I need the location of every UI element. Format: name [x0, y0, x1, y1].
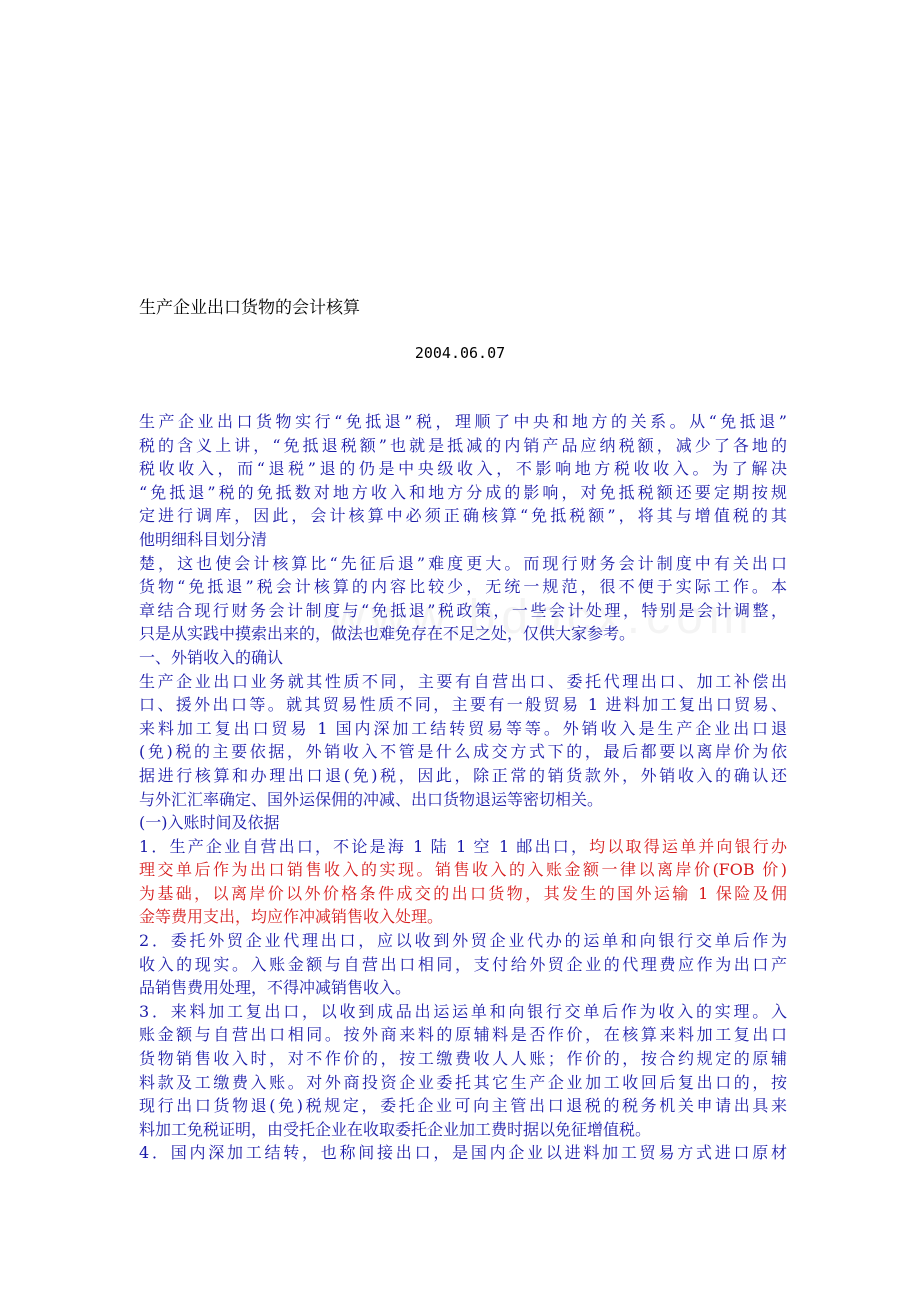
- body-line: [139, 434, 787, 458]
- body-line: [139, 811, 787, 835]
- body-text-segment: 料款及工缴费入账。对外商投资企业委托其它生产企业加工收回后复出口的，按: [139, 1072, 787, 1092]
- body-line: [139, 622, 787, 646]
- body-line: [139, 740, 787, 764]
- body-line: [139, 976, 787, 1000]
- body-line: [139, 599, 787, 623]
- highlighted-text-segment: 均以取得运单并向银行办: [589, 836, 787, 856]
- body-line: [139, 953, 787, 977]
- body-line: [139, 788, 787, 812]
- body-text-segment: (一)入账时间及依据: [139, 813, 280, 833]
- body-line: [139, 858, 787, 882]
- body-text-segment: (免)税的主要依据，外销收入不管是什么成交方式下的，最后都要以离岸价为依: [139, 742, 787, 762]
- body-text-segment: 货物销售收入时，对不作价的，按工缴费收人人账；作价的，按合约规定的原辅: [139, 1049, 787, 1069]
- body-line: [139, 1047, 787, 1071]
- body-text-segment: 税收收入，而“退税”退的仍是中央级收入，不影响地方税收收入。为了解决: [139, 459, 787, 479]
- body-line: [139, 504, 787, 528]
- body-line: [139, 1094, 787, 1118]
- body-line: [139, 1023, 787, 1047]
- body-text-segment: 收入的现实。入账金额与自营出口相同，支付给外贸企业的代理费应作为出口产: [139, 954, 787, 974]
- body-line: [139, 646, 787, 670]
- body-text-segment: 3．来料加工复出口，以收到成品出运运单和向银行交单后作为收入的实理。入: [139, 1001, 787, 1021]
- body-text-segment: 定进行调库，因此，会计核算中必须正确核算“免抵税额”，将其与增值税的其: [139, 506, 787, 526]
- body-text-segment: “免抵退”税的免抵数对地方收入和地方分成的影响，对免抵税额还要定期按规: [139, 482, 787, 502]
- body-line: [139, 670, 787, 694]
- body-line: [139, 905, 787, 929]
- body-line: [139, 528, 787, 552]
- body-text-segment: 生产企业出口货物实行“免抵退”税，理顺了中央和地方的关系。从“免抵退”: [139, 412, 787, 431]
- document-body: [139, 410, 787, 1165]
- body-text-segment: 料加工免税证明，由受托企业在收取委托企业加工费时据以免征增值税。: [139, 1119, 652, 1139]
- body-line: [139, 410, 787, 434]
- body-line: [139, 552, 787, 576]
- highlighted-text-segment: 金等费用支出，均应作冲减销售收入处理。: [139, 907, 444, 927]
- body-text-segment: 楚，这也使会计核算比“先征后退”难度更大。而现行财务会计制度中有关出口: [139, 553, 787, 573]
- body-line: [139, 1071, 787, 1095]
- body-text-segment: 来料加工复出口贸易 1 国内深加工结转贸易等等。外销收入是生产企业出口退: [139, 718, 787, 738]
- body-text-segment: 他明细科目划分清: [139, 529, 268, 549]
- highlighted-text-segment: 理交单后作为出口销售收入的实现。销售收入的入账金额一律以离岸价(FOB 价): [139, 860, 787, 880]
- body-text-segment: 只是从实践中摸索出来的，做法也难免存在不足之处，仅供大家参考。: [139, 624, 636, 644]
- body-text-segment: 账金额与自营出口相同。按外商来料的原辅料是否作价，在核算来料加工复出口: [139, 1025, 787, 1045]
- body-text-segment: 1．生产企业自营出口，不论是海 1 陆 1 空 1 邮出口，: [139, 836, 590, 856]
- highlighted-text-segment: 为基础，以离岸价以外价格条件成交的出口货物，其发生的国外运输 1 保险及佣: [139, 883, 787, 903]
- body-line: [139, 693, 787, 717]
- body-text-segment: 品销售费用处理，不得冲减销售收入。: [139, 978, 412, 998]
- body-line: [139, 457, 787, 481]
- body-line: [139, 1000, 787, 1024]
- body-line: [139, 929, 787, 953]
- body-text-segment: 一、外销收入的确认: [139, 647, 284, 667]
- body-text-segment: 与外汇汇率确定、国外运保佣的冲减、出口货物退运等密切相关。: [139, 789, 604, 809]
- document-date: 2004.06.07: [414, 344, 506, 362]
- body-text-segment: 据进行核算和办理出口退(免)税，因此，除正常的销货款外，外销收入的确认还: [139, 765, 787, 785]
- body-line: [139, 575, 787, 599]
- body-line: [139, 1141, 787, 1165]
- body-text-segment: 4．国内深加工结转，也称间接出口，是国内企业以进料加工贸易方式进口原材: [139, 1143, 787, 1163]
- body-text-segment: 2．委托外贸企业代理出口，应以收到外贸企业代办的运单和向银行交单后作为: [139, 931, 787, 951]
- body-line: [139, 481, 787, 505]
- body-line: [139, 835, 787, 859]
- body-line: [139, 717, 787, 741]
- body-text-segment: 货物“免抵退”税会计核算的内容比较少，无统一规范，很不便于实际工作。本: [139, 577, 787, 597]
- document-title: 生产企业出口货物的会计核算: [139, 298, 360, 318]
- body-text-segment: 口、援外出口等。就其贸易性质不同，主要有一般贸易 1 进料加工复出口贸易、: [139, 695, 787, 715]
- body-text-segment: 税的含义上讲，“免抵退税额”也就是抵减的内销产品应纳税额，减少了各地的: [139, 435, 787, 455]
- body-line: [139, 882, 787, 906]
- body-line: [139, 764, 787, 788]
- body-text-segment: 现行出口货物退(免)税规定，委托企业可向主管出口退税的税务机关申请出具来: [139, 1096, 787, 1116]
- body-line: [139, 1118, 787, 1142]
- body-text-segment: 生产企业出口业务就其性质不同，主要有自营出口、委托代理出口、加工补偿出: [139, 671, 787, 691]
- body-text-segment: 章结合现行财务会计制度与“免抵退”税政策，一些会计处理，特别是会计调整，: [139, 600, 787, 620]
